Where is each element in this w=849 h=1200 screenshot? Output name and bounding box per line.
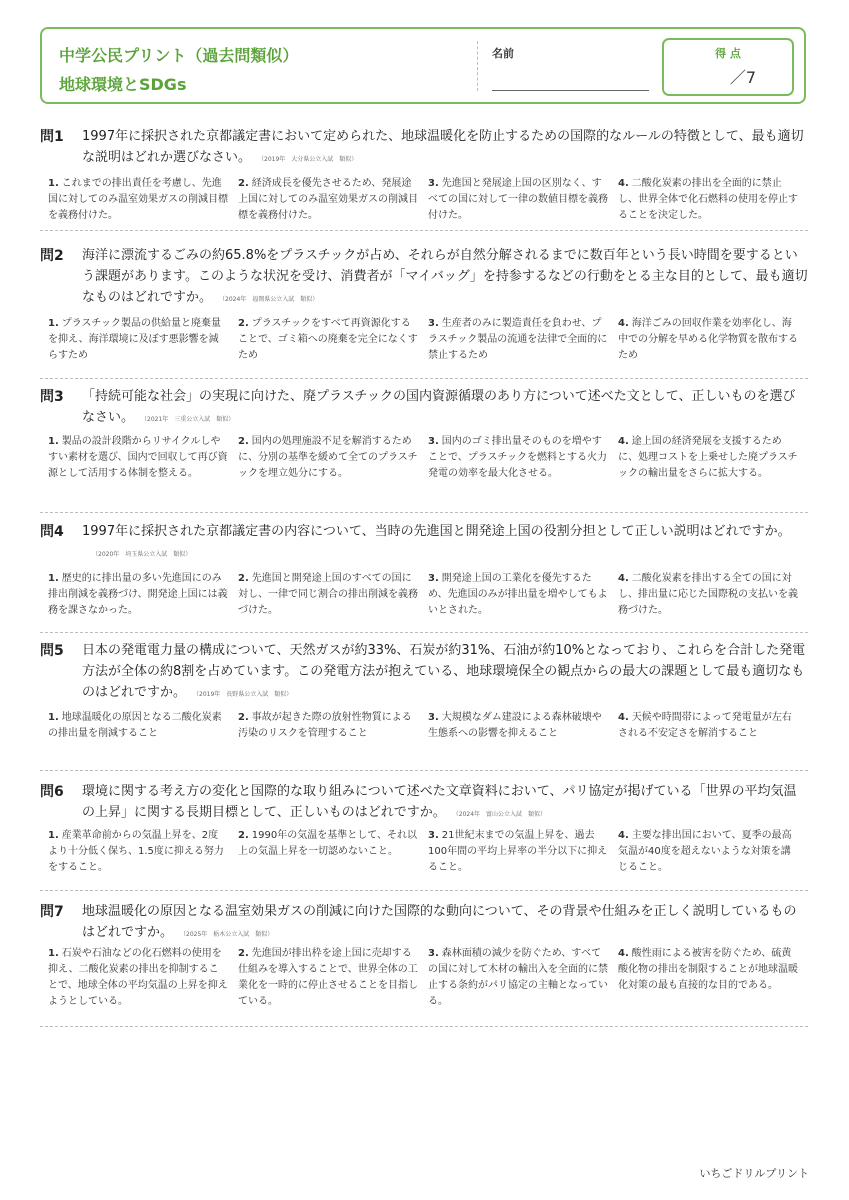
choice-3[interactable]: 3. 森林面積の減少を防ぐため、すべての国に対して木材の輸出入を全面的に禁止する条約がパリ協定の主軸となっている。: [428, 948, 608, 1007]
question-7: [40, 901, 808, 1027]
question-text: 「持続可能な社会」の実現に向けた、廃プラスチックの国内資源循環のあり方について述べた文として、正しいものを選びなさい。 （2021年 三重公立入試 類似）: [82, 389, 796, 425]
choice-1[interactable]: 1. プラスチック製品の供給量と廃棄量を抑え、海洋環境に及ぼす悪影響を減らすため: [48, 318, 221, 361]
question-text: 1997年に採択された京都議定書において定められた、地球温暖化を防止するための国際的なルールの特徴として、最も適切な説明はどれか選びなさい。 （2019年 大分県公立入試 類似）: [82, 129, 804, 165]
choice-2[interactable]: 2. 経済成長を優先させるため、発展途上国に対してのみ温室効果ガスの削減目標を義務付けた。: [238, 178, 418, 221]
choice-1[interactable]: 1. 歴史的に排出量の多い先進国にのみ排出削減を義務づけ、開発途上国には義務を課さなかった。: [48, 573, 228, 616]
question-5: [40, 640, 808, 771]
choice-1[interactable]: 1. 地球温暖化の原因となる二酸化炭素の排出量を削減すること: [48, 712, 222, 739]
choice-3[interactable]: 3. 21世紀末までの気温上昇を、過去100年間の平均上昇率の半分以下に抑えること。: [428, 830, 608, 873]
choice-4[interactable]: 4. 途上国の経済発展を支援するために、処理コストを上乗せした廃プラスチックの輸出量をさらに拡大する。: [618, 436, 798, 479]
choice-2[interactable]: 2. 事故が起きた際の放射性物質による汚染のリスクを管理すること: [238, 712, 412, 739]
name-label: 名前: [492, 47, 514, 60]
choice-4[interactable]: 4. 二酸化炭素を排出する全ての国に対し、排出量に応じた国際税の支払いを義務づけた。: [618, 573, 798, 616]
question-2: [40, 245, 808, 379]
header-divider: [477, 41, 478, 91]
choice-4[interactable]: 4. 酸性雨による被害を防ぐため、硫黄酸化物の排出を制限することが地球温暖化対策の最も直接的な目的である。: [618, 948, 798, 991]
question-number: 問7: [40, 904, 64, 920]
question-source: （2020年 埼玉県公立入試 類似）: [92, 551, 192, 558]
choice-3[interactable]: 3. 国内のゴミ排出量そのものを増やすことで、プラスチックを燃料とする火力発電の効率を最大化させる。: [428, 436, 607, 479]
question-number: 問1: [40, 129, 64, 145]
question-text: 1997年に採択された京都議定書の内容について、当時の先進国と開発途上国の役割分担として正しい説明はどれですか。（2020年 埼玉県公立入試 類似）: [82, 524, 791, 558]
question-text: 日本の発電電力量の構成について、天然ガスが約33%、石炭が約31%、石油が約10%となっており、これらを合計した発電方法が全体の約8割を占めています。この発電方法が抱えている、地球環境保全の観点からの最大の課題として最も適切なものはどれですか。 （2019年 長野県公立入試 類似）: [82, 643, 806, 700]
worksheet-title: 中学公民プリント（過去問類似）: [59, 46, 299, 65]
question-number: 問6: [40, 784, 64, 800]
choice-1[interactable]: 1. これまでの排出責任を考慮し、先進国に対してのみ温室効果ガスの削減目標を義務付けた。: [48, 178, 228, 221]
choice-1[interactable]: 1. 製品の設計段階からリサイクルしやすい素材を選び、国内で回収して再び資源として活用する体制を整える。: [48, 436, 228, 479]
choice-2[interactable]: 2. プラスチックをすべて再資源化することで、ゴミ箱への廃棄を完全になくすため: [238, 318, 418, 361]
question-text: 地球温暖化の原因となる温室効果ガスの削減に向けた国際的な動向について、その背景や仕組みを正しく説明しているものはどれですか。 （2025年 栃木公立入試 類似）: [82, 904, 797, 940]
choice-list: [48, 434, 808, 482]
name-field-line: [492, 90, 649, 91]
choice-list: [48, 316, 808, 364]
question-1: [40, 126, 808, 231]
question-source: （2019年 大分県公立入試 類似）: [261, 156, 358, 163]
question-number: 問3: [40, 389, 64, 405]
question-source: （2024年 福岡県公立入試 類似）: [222, 296, 319, 303]
choice-list: [48, 946, 808, 1010]
question-source: （2021年 三重公立入試 類似）: [144, 416, 235, 423]
choice-3[interactable]: 3. 大規模なダム建設による森林破壊や生態系への影響を抑えること: [428, 712, 602, 739]
choice-1[interactable]: 1. 産業革命前からの気温上昇を、2度より十分低く保ち、1.5度に抑える努力をすること。: [48, 830, 224, 873]
question-source: （2019年 長野県公立入試 類似）: [196, 691, 293, 698]
choice-list: [48, 710, 808, 742]
choice-3[interactable]: 3. 開発途上国の工業化を優先するため、先進国のみが排出量を増やしてもよいとされた。: [428, 573, 608, 616]
question-number: 問5: [40, 643, 64, 659]
choice-3[interactable]: 3. 先進国と発展途上国の区別なく、すべての国に対して一律の数値目標を義務付けた。: [428, 178, 608, 221]
question-6: [40, 781, 808, 891]
choice-2[interactable]: 2. 先進国と開発途上国のすべての国に対し、一律で同じ割合の排出削減を義務づけた。: [238, 573, 418, 616]
question-number: 問4: [40, 524, 64, 540]
question-number: 問2: [40, 248, 64, 264]
score-label: 得 点: [715, 47, 741, 60]
choice-2[interactable]: 2. 1990年の気温を基準として、それ以上の気温上昇を一切認めないこと。: [238, 830, 418, 857]
choice-3[interactable]: 3. 生産者のみに製造責任を負わせ、プラスチック製品の流通を法律で全面的に禁止するため: [428, 318, 608, 361]
choice-2[interactable]: 2. 国内の処理施設不足を解消するために、分別の基準を緩めて全てのプラスチックを埋立処分にする。: [238, 436, 418, 479]
question-source: （2025年 栃木公立入試 類似）: [183, 931, 274, 938]
worksheet-header: [40, 27, 806, 104]
choice-list: [48, 571, 808, 619]
choice-4[interactable]: 4. 二酸化炭素の排出を全面的に禁止し、世界全体で化石燃料の使用を停止することを決定した。: [618, 178, 798, 221]
choice-4[interactable]: 4. 海洋ごみの回収作業を効率化し、海中での分解を早める化学物質を散布するため: [618, 318, 798, 361]
question-source: （2024年 富山公立入試 類似）: [455, 811, 547, 818]
worksheet-subtitle: 地球環境とSDGs: [59, 75, 187, 94]
question-text: 環境に関する考え方の変化と国際的な取り組みについて述べた文章資料において、パリ協定が掲げている「世界の平均気温の上昇」に関する長期目標として、正しいものはどれですか。 （2024年 富山公立入試 類似）: [82, 784, 797, 820]
score-value: ／7: [729, 68, 756, 87]
choice-list: [48, 828, 808, 876]
footer-brand: いちごドリルプリント: [699, 1167, 809, 1180]
question-4: [40, 521, 808, 633]
question-text: 海洋に漂流するごみの約65.8%をプラスチックが占め、それらが自然分解されるまでに数百年という長い時間を要するという課題があります。このような状況を受け、消費者が「マイバッグ」を持参するなどの行動をとる主な目的として、最も適切なものはどれですか。 （2024年 福岡県公立入試 類似）: [82, 248, 808, 305]
choice-2[interactable]: 2. 先進国が排出枠を途上国に売却する仕組みを導入することで、世界全体の工業化を一時的に停止させることを目指している。: [238, 948, 418, 1007]
choice-4[interactable]: 4. 天候や時間帯によって発電量が左右される不安定さを解消すること: [618, 712, 792, 739]
question-3: [40, 386, 808, 513]
score-box: [662, 38, 794, 96]
choice-4[interactable]: 4. 主要な排出国において、夏季の最高気温が40度を超えないような対策を講じること。: [618, 830, 792, 873]
choice-1[interactable]: 1. 石炭や石油などの化石燃料の使用を抑え、二酸化炭素の排出を抑制することで、地球全体の平均気温の上昇を抑えようとしている。: [48, 948, 228, 1007]
choice-list: [48, 176, 808, 224]
